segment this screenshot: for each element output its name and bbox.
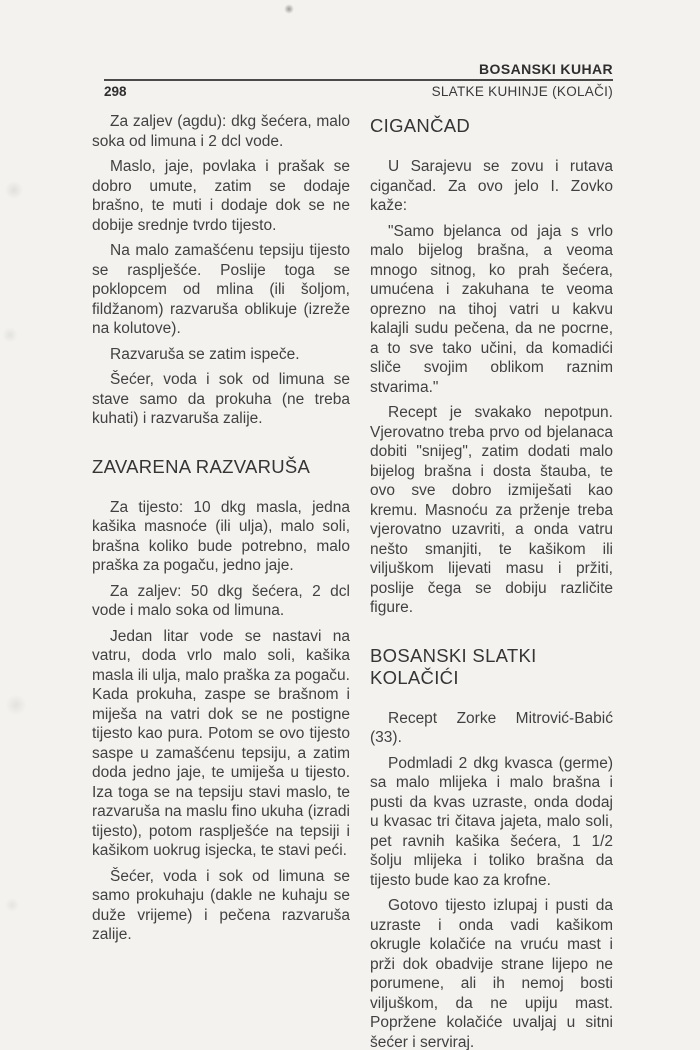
paragraph: Jedan litar vode se nastavi na vatru, doda vrlo malo soli, kašika masla ili ulja, malo praška za pogaču. Kada prokuha, zaspe se brašnom i miješa na vatri dok se ne postigne tijesto kao pura. Potom se ovo tijesto saspe u zamašćenu tepsiju, a zatim doda jedno jaje, te umiješa u tijesto. Iza toga se na tepsiju stavi maslo, te razvaruša na maslu fino ukuha (izradi tijesto), potom rasplješće na tepsiji i kašikom uokrug isjecka, te stavi peći. [92, 627, 350, 859]
paragraph: Za zaljev: 50 dkg šećera, 2 dcl vode i malo soka od limuna. [92, 582, 350, 619]
paragraph: Gotovo tijesto izlupaj i pusti da uzraste i onda vadi kašikom okrugle kolačiće na vruću mast i prži dok obadvije strane lijepo ne porumene, ali ih nemoj bosti viljuškom, da ne upiju mast. Popržene kolačiće uvaljaj u sitni šećer i serviraj. [370, 897, 613, 1050]
left-column [92, 112, 350, 1050]
paragraph: Za zaljev (agdu): dkg šećera, malo soka od limuna i 2 dcl vode. [92, 113, 350, 150]
paragraph: Na malo zamašćenu tepsiju tijesto se rasplješće. Poslije toga se poklopcem od mlina (ili šoljom, fildžanom) razvaruša oblikuje (izreže na kolutove). [92, 242, 350, 337]
paragraph: Šećer, voda i sok od limuna se stave samo da prokuha (ne treba kuhati) i razvaruša zalije. [92, 371, 350, 427]
paragraph: Razvaruša se zatim ispeče. [110, 345, 300, 363]
page-number: 298 [104, 84, 127, 99]
page-header [104, 62, 613, 99]
recipe-heading-bosanski-slatki-kolacici: BOSANSKI SLATKI KOLAČIĆI [370, 644, 537, 688]
paragraph: Za tijesto: 10 dkg masla, jedna kašika masnoće (ili ulja), malo soli, brašna koliko bude potrebno, malo praška za pogaču, jedno jaje. [92, 498, 350, 574]
recipe-heading-cigancad: CIGANČAD [370, 115, 471, 136]
paragraph: Recept je svakako nepotpun. Vjerovatno treba prvo od bjelanaca dobiti "snijeg", zatim dodati malo bijelog brašna i dosta štauba, te ovo sve dobro izmiješati kao kremu. Masnoću za prženje treba vjerovatno uzavriti, a onda vatru nešto smanjiti, te kašikom ili viljuškom lijevati masu i pržiti, poslije čega se dobiju različite figure. [370, 404, 613, 616]
paragraph: Maslo, jaje, povlaka i prašak se dobro umute, zatim se dodaje brašno, te muti i dodaje dok se ne dobije srednje tvrdo tijesto. [92, 158, 350, 234]
paragraph: U Sarajevu se zovu i rutava cigančad. Za ovo jelo I. Zovko kaže: [370, 158, 613, 214]
section-title: SLATKE KUHINJE (KOLAČI) [431, 84, 613, 99]
paragraph: "Samo bjelanca od jaja s vrlo malo bijelog brašna, a veoma mnogo sitnog, ko prah šećera, umućena i zakuhana te veoma oprezno na tihoj vatri u kakvu kalajli sudu pečena, da ne pocrne, a to sve tako učini, da komadići sliče svojim oblikom raznim stvarima." [370, 222, 613, 396]
header-sub-row [104, 81, 613, 99]
text-columns [92, 112, 613, 1050]
paragraph: Podmladi 2 dkg kvasca (germe) sa malo mlijeka i malo brašna i pusti da kvas uzraste, onda dodaj u kvasac tri čitava jajeta, malo soli, pet ravnih kašika šećera, 1 1/2 šolju mlijeka i toliko brašna da tijesto bude kao za krofne. [370, 754, 613, 889]
paragraph: Recept Zorke Mitrović-Babić (33). [370, 709, 613, 746]
paragraph: Šećer, voda i sok od limuna se samo prokuhaju (dakle ne kuhaju se duže vrijeme) i pečena razvaruša zalije. [92, 867, 350, 943]
right-column [370, 112, 613, 1050]
recipe-heading-zavarena-razvarusa: ZAVARENA RAZVARUŠA [92, 455, 311, 477]
book-title: BOSANSKI KUHAR [479, 61, 613, 77]
